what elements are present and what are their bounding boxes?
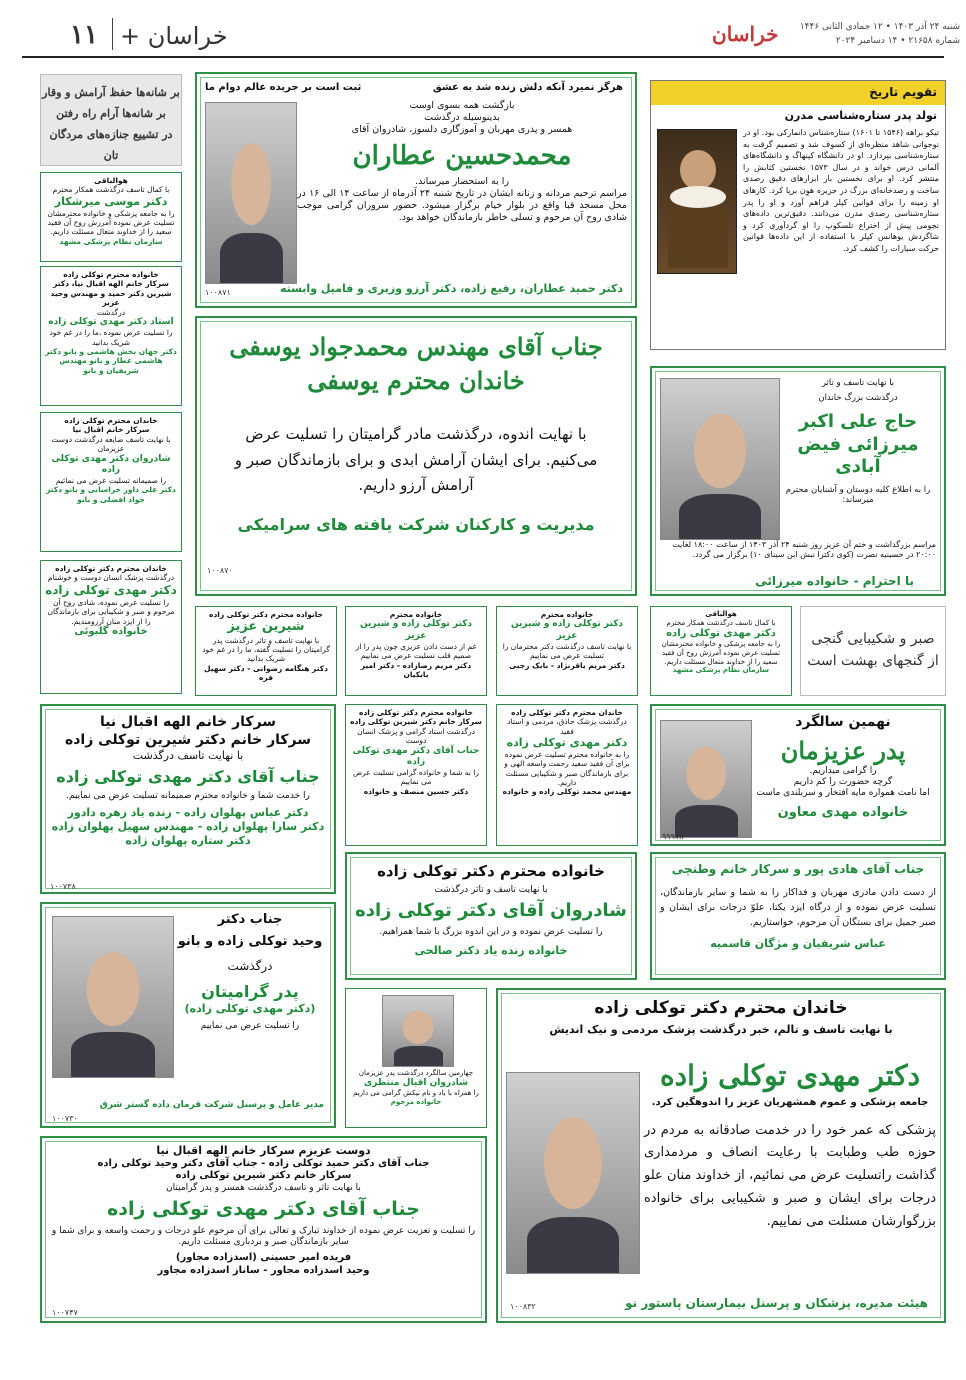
monazzami-name: شادروان اقبال منتظری xyxy=(363,1077,469,1088)
row3-c4-body: را به جامعه پزشکی و خانواده محترمشان تسلیت عرض نموده آمرزش روح آن فقید سعید را از خداوند متعال مسئلت داریم. xyxy=(661,640,781,666)
pasteur-l2: جامعه پزشکی و عموم همشهریان عزیز را اندوهگین کرد. xyxy=(651,1097,929,1108)
mirzaei-name1: حاج علی اکبر xyxy=(798,411,918,433)
yousefi-title2: خاندان محترم یوسفی xyxy=(307,366,525,395)
patience-line1: صبر و شکیبایی گنجی xyxy=(811,631,935,647)
notice-hadi xyxy=(650,852,946,980)
moaven-l1: را گرامی میداریم. xyxy=(809,765,877,776)
portrait-image xyxy=(657,129,737,274)
patience-poem xyxy=(800,606,946,696)
notice-mirshekar xyxy=(40,172,182,262)
page-number: ۱۱ xyxy=(70,20,98,50)
family3-head: خاندان محترم دکتر توکلی زاده xyxy=(55,564,167,573)
mid1-sig: دکتر حسین منصف و خانواده xyxy=(363,786,469,796)
notice-row3-c2 xyxy=(345,606,487,696)
row3-c2-body: غم از دست دادن عزیزی چون پدر را از صمیم قلب تسلیت عرض می نماییم xyxy=(355,641,477,661)
row3-c4-sig: سازمان نظام پزشکی مشهد xyxy=(672,666,770,675)
atteran-signature: دکتر حمید عطاران، رفیع زاده، دکتر آرزو وزیری و فامیل وابسته xyxy=(279,282,623,295)
notice-family1 xyxy=(40,266,182,406)
atteran-quote-right: هرگز نمیرد آنکه دلش زنده شد به عشق xyxy=(432,82,623,93)
friend-sig1: فریده امیر حسینی (اسدزاده مجاور) xyxy=(175,1252,352,1264)
pasteur-photo xyxy=(506,1072,640,1274)
family3-name: دکتر مهدی توکلی زاده xyxy=(45,582,177,597)
friend-code: ۱۰۰۷۴۷ xyxy=(52,1308,78,1317)
family2-l1: سرکار خانم اقبال نیا xyxy=(72,425,150,435)
notice-mid2 xyxy=(496,704,638,846)
yousefi-signature: مدیریت و کارکنان شرکت یافته های سرامیکی xyxy=(237,514,595,534)
section-title: خراسان + xyxy=(120,22,228,50)
family2-head: خاندان محترم توکلی زاده xyxy=(64,416,158,425)
mirshekar-l1: با کمال تاسف درگذشت همکار محترم xyxy=(52,185,170,195)
pasteur-title: خاندان محترم دکتر توکلی زاده xyxy=(594,998,848,1018)
family-big-title: خانواده محترم دکتر توکلی زاده xyxy=(377,862,605,880)
mirzaei-l3: را به اطلاع کلیه دوستان و آشنایان محترم میرساند: xyxy=(785,484,931,506)
family1-l3: را تسلیت عرض نموده ،ما را در غم خود شریک بدانید xyxy=(49,328,173,347)
notice-pasteur xyxy=(496,988,946,1323)
friend-sig2: وحید اسدزاده مجاور - ساناز اسدزاده مجاور xyxy=(157,1264,370,1276)
vahid-code: ۱۰۰۷۳۰ xyxy=(52,1114,78,1123)
family1-name: استاد دکتر مهدی توکلی زاده xyxy=(48,316,174,327)
friend-l4: با نهایت تاثر و تاسف درگذشت همسر و پدر گرامیتان xyxy=(166,1182,361,1193)
moaven-title: نهمین سالگرد xyxy=(795,714,891,730)
friend-l2: جناب آقای دکتر حمید توکلی زاده - جناب آقای دکتر وحید توکلی زاده xyxy=(97,1157,430,1169)
mirzaei-l4: مراسم بزرگداشت و ختم آن عزیز روز شنبه ۲۴ آذر ۱۴۰۳ از ساعت ۱۸:۰۰ لغایت ۲۰:۰۰ در حسینیه نصرت (کوی دکترا نبش ابن سینای ۱۰) برگزار می گردد. xyxy=(672,540,936,559)
mid1-l3: را به شما و خانواده گرامی تسلیت عرض می نماییم xyxy=(353,768,479,787)
pasteur-l1: با نهایت تاسف و تالم، خبر درگذشت پزشک مردمی و نیک اندیش xyxy=(549,1023,893,1037)
friend-name: جناب آقای دکتر مهدی توکلی زاده xyxy=(107,1198,420,1220)
family-big-sig: خانواده زنده یاد دکتر صالحی xyxy=(414,943,568,957)
vahid-name1: پدر گرامیتان xyxy=(201,981,299,1001)
mirzaei-l1: با نهایت تاسف و تاثر xyxy=(821,378,895,388)
row3-c4-l1: با کمال تاسف درگذشت همکار محترم xyxy=(666,618,776,627)
mid2-l1: درگذشت پزشک حاذق، مردمی و استاد فقید xyxy=(507,717,627,736)
row3-c4-name: دکتر مهدی توکلی زاده xyxy=(666,627,776,639)
family-big-l2: را تسلیت عرض نموده و در این اندوه بزرگ با شما همراهیم. xyxy=(379,926,603,937)
pasteur-sig: هیئت مدیره، پزشکان و پرسنل بیمارستان پاستور نو xyxy=(625,1296,928,1310)
mirshekar-l2: را به جامعه پزشکی و خانواده محترمشان تسلیت عرض نموده آمرزش روح آن فقید سعید را از خداوند متعال مسئلت داریم. xyxy=(47,208,175,237)
notice-vahid xyxy=(40,902,336,1128)
eghbal-sig1: دکتر عباس پهلوان زاده - زنده یاد زهره دادور xyxy=(67,806,309,819)
vahid-photo xyxy=(52,916,174,1078)
mirshekar-name: دکتر موسی میرشکار xyxy=(54,194,168,208)
poem-line1: بر شانه‌ها حفظ آرامش و وقار xyxy=(42,86,180,99)
friend-body: را تسلیت و تعزیت عرض نموده از خداوند تبارک و تعالی برای آن مرحوم علو درجات و رحمت واسعه و برای شما و سایر بازماندگان صبر و بردباری مسئلت داریم. xyxy=(51,1225,476,1247)
history-title: تولد پدر ستاره‌شناسی مدرن xyxy=(784,109,937,122)
pasteur-code: ۱۰۰۸۳۲ xyxy=(510,1302,536,1311)
pasteur-name: دکتر مهدی توکلی زاده xyxy=(659,1059,921,1092)
notice-mirzaei xyxy=(650,366,946,596)
notice-row3-c3 xyxy=(496,606,638,696)
row3-c3-sig: دکتر مریم باقرنژاد - بابک رجبی xyxy=(509,660,625,670)
header-date: شنبه ۲۴ آذر ۱۴۰۳ • ۱۲ جمادی الثانی ۱۴۴۶ xyxy=(799,22,960,32)
poem-line2: بر شانه‌ها آرام راه رفتن xyxy=(56,106,166,120)
family2-l2: با نهایت تاسف ضایعه درگذشت دوست عزیزمان xyxy=(51,434,171,454)
family2-sig: دکتر علی داور خراسانی و بانو دکتر جواد افضلی و بانو xyxy=(46,485,176,504)
patience-line2: از گنجهای بهشت است xyxy=(807,653,939,669)
family-big-name: شادروان آقای دکتر توکلی زاده xyxy=(355,900,627,921)
vahid-sig: مدیر عامل و پرسنل شرکت فرمان داده گستر شرق xyxy=(99,1100,324,1110)
mid1-l1: سرکار خانم دکتر شیرین توکلی زاده xyxy=(350,717,482,727)
mid2-l2: را به خانواده محترم تسلیت عرض نموده برای آن فقید سعید رحمت واسعه الهی و برای بازماندگان صبر و شکیبایی مسئلت داریم. xyxy=(504,749,630,787)
family2-l3: را صمیمانه تسلیت عرض می نمائیم xyxy=(55,476,167,485)
mirshekar-head: هوالباقی xyxy=(94,176,128,185)
poem-box xyxy=(40,74,182,166)
atteran-photo xyxy=(205,102,297,284)
family1-l2: درگذشت xyxy=(96,307,126,317)
row3-c2-name: دکتر توکلی زاده و شیرین عزیز xyxy=(359,619,473,641)
hadi-sig: عباس شریفیان و مژگان قاسمیه xyxy=(710,936,886,950)
vahid-l1: جناب دکتر xyxy=(217,912,283,927)
monazzami-l2: را همراه با یاد و نام نیکش گرامی می داریم xyxy=(353,1089,479,1097)
mid2-head: خاندان محترم دکتر توکلی زاده xyxy=(511,708,623,717)
history-calendar xyxy=(650,80,946,350)
mirzaei-l2: درگذشت بزرگ خاندان xyxy=(818,392,898,403)
friend-l1: دوست عزیزم سرکار خانم الهه اقبال نیا xyxy=(156,1144,371,1157)
eghbal-l2: سرکار خانم دکتر شیرین توکلی زاده xyxy=(64,731,312,748)
moaven-l2: گرچه حضورت را کم داریم xyxy=(793,776,893,787)
header-rule xyxy=(22,56,944,58)
notice-atteran xyxy=(195,72,637,308)
eghbal-name: جناب آقای دکتر مهدی توکلی زاده xyxy=(56,766,320,786)
history-body: تیکو براهه (۱۵۴۶ تا ۱۶۰۱) ستاره‌شناس دانمارکی بود. او در نوجوانی شاهد منظره‌ای از کسوف شد و تصمیم گرفت به ستاره‌شناسی بپردازد. او در دانشگاه کپنهاگ و دانشگاه‌های آلمانی درس خواند و در سال ۱۵۷۳ نخستین کتابش را منتشر کرد. او برای نخستین بار ابزار‌های دقیق رصدی ساخت و رصدخانه‌ای بزرگ در جزیره هوِن برپا کرد. کارهای او زمینه را برای قوانین کپلر فراهم آورد و او را پدر ستاره‌شناسی رصدی مدرن می‌دانند. دقیق‌ترین داده‌های نجومی پیش از اختراع تلسکوپ را او گردآوری کرد و شاگردش یوهانس کپلر با استفاده از این داده‌ها قوانین حرکت سیارات را کشف کرد. xyxy=(743,128,940,253)
atteran-l4: را به استحضار میرساند. xyxy=(414,176,510,188)
header-divider xyxy=(112,18,113,50)
atteran-l2: بدینوسیله درگذشت xyxy=(424,111,500,123)
row3-c2-sig: دکتر مریم رضازاده - دکتر امیر بابکیان xyxy=(360,660,472,679)
row3-c1-sig: دکتر هنگامه رضوانی - دکتر سهیل فره xyxy=(204,663,328,683)
moaven-name: پدر عزیزمان xyxy=(780,735,906,765)
mid2-sig: مهندس محمد توکلی زاده و خانواده xyxy=(502,787,632,797)
row3-c2-head: خانواده محترم xyxy=(389,610,443,619)
eghbal-l1: سرکار خانم الهه اقبال نیا xyxy=(99,714,277,730)
vahid-name2: (دکتر مهدی توکلی زاده) xyxy=(184,1001,316,1015)
atteran-name: محمدحسین عطاران xyxy=(352,140,572,171)
notice-family2 xyxy=(40,412,182,552)
eghbal-code: ۱۰۰۷۳۸ xyxy=(50,882,76,891)
newspaper-logo: خراسان xyxy=(712,22,779,46)
friend-l3: سرکار خانم دکتر شیرین توکلی زاده xyxy=(175,1170,352,1182)
eghbal-l4: را خدمت شما و خانواده محترم صمیمانه تسلیت عرض می نماییم. xyxy=(66,790,310,801)
family3-l1: درگذشت پزشک انسان دوست و خوشنام xyxy=(47,573,175,583)
notice-eghbal xyxy=(40,704,336,894)
family2-name: شادروان دکتر مهدی توکلی زاده xyxy=(51,453,171,475)
family3-l2: را تسلیت عرض نموده، شادی روح آن مرحوم و صبر و شکیبایی برای بازماندگان را از ایزد منان آرزومندیم. xyxy=(47,597,175,626)
monazzami-photo xyxy=(382,995,454,1067)
notice-yousefi xyxy=(195,316,637,596)
family1-l1: سرکار خانم الهه اقبال نیا، دکتر شیرین دکتر حمید و مهندس وحید عزیز xyxy=(50,279,172,308)
yousefi-title1: جناب آقای مهندس محمدجواد یوسفی xyxy=(229,332,603,361)
vahid-l3: درگذشت xyxy=(227,958,273,973)
yousefi-body: با نهایت اندوه، درگذشت مادر گرامیتان را تسلیت عرض می‌کنیم. برای ایشان آرامش ابدی و برای بازماندگان صبر و آرامش آرزو داریم. xyxy=(234,425,598,494)
row3-c1-name: شیرین عزیز xyxy=(227,619,305,635)
yousefi-code: ۱۰۰۸۷۰ xyxy=(207,566,233,575)
mirzaei-photo xyxy=(660,378,780,540)
hadi-body: از دست دادن مادری مهربان و فداکار را به شما و سایر بازماندگان، تسلیت عرض نموده و از درگاه ایزد یکتا، علوّ درجات برای ایشان و صبر جمیل برای بستگان آن مرحوم، خواستاریم. xyxy=(660,887,936,929)
atteran-code: ۱۰۰۸۷۱ xyxy=(205,288,231,297)
row3-c3-name: دکتر توکلی زاده و شیرین عزیز xyxy=(510,619,624,641)
monazzami-l1: چهارمین سالگرد درگذشت پدر عزیزمان xyxy=(358,1069,474,1077)
family1-sig: دکتر جهان بخش هاشمی و بانو دکتر هاشمی عطار و بانو مهندس شریفیان و بانو xyxy=(45,346,177,375)
eghbal-sig3: دکتر ستاره پهلوان زاده xyxy=(125,833,251,847)
eghbal-sig2: دکتر سارا پهلوان زاده - مهندس سهیل پهلوان زاده xyxy=(51,819,325,833)
mid1-l2: درگذشت استاد گرامی و پزشک انسان دوست xyxy=(357,726,475,746)
header-issue: شماره ۲۱۶۵۸ • ۱۴ دسامبر ۲۰۲۴ xyxy=(835,36,960,46)
row3-c1-head: خانواده محترم دکتر توکلی زاده xyxy=(209,610,323,619)
hadi-title: جناب آقای هادی پور و سرکار خانم وطنچی xyxy=(671,862,925,876)
notice-monazzami xyxy=(345,988,487,1128)
eghbal-l3: با نهایت تاسف درگذشت xyxy=(132,749,244,762)
row3-c4-head: هوالباقی xyxy=(705,610,737,618)
family-big-l1: با نهایت تاسف و تاثر درگذشت xyxy=(434,884,548,895)
atteran-l1: بازگشت همه بسوی اوست xyxy=(409,100,515,111)
atteran-l3: همسر و پدری مهربان و آموزگاری دلسوز، شادروان آقای xyxy=(351,123,573,135)
moaven-sig: خانواده مهدی معاون xyxy=(777,805,909,821)
notice-friend xyxy=(40,1136,487,1323)
atteran-l5: مراسم ترحیم مردانه و زنانه ایشان در تاریخ شنبه ۲۴ آذرماه از ساعت ۱۴ الی ۱۶ در محل مسجد قبا واقع در بلوار خیام برگزار میشود. حضور سروران گرامی موجب شادی روح آن مرحوم و تسلی خاطر بازماندگان خواهد بود. xyxy=(297,188,628,223)
mirzaei-name2: میرزائی فیض آبادی xyxy=(797,433,919,478)
notice-mid1 xyxy=(345,704,487,846)
mid2-name: دکتر مهدی توکلی زاده xyxy=(506,736,628,750)
moaven-l3: اما نامت همواره مایه افتخار و سربلندی ماست xyxy=(756,788,930,798)
row3-c3-head: خانواده محترم xyxy=(540,610,594,619)
mid1-head: خانواده محترم دکتر توکلی زاده xyxy=(359,708,473,717)
atteran-quote-left: ثبت است بر جریده عالم دوام ما xyxy=(205,82,362,93)
moaven-code: ۹۹۹۷۸ xyxy=(662,832,684,841)
family1-head: خانواده محترم توکلی زاده xyxy=(63,270,159,279)
family3-sig: خانواده گلبوئی xyxy=(74,625,148,637)
mirshekar-sig: سازمان نظام پزشکی مشهد xyxy=(59,236,163,246)
notice-family-big xyxy=(345,852,637,980)
mid1-name: جناب آقای دکتر مهدی توکلی زاده xyxy=(352,745,480,767)
moaven-photo xyxy=(660,720,752,838)
history-tag: تقویم تاریخ xyxy=(651,81,945,105)
notice-row3-c4 xyxy=(650,606,792,696)
row3-c1-body: با نهایت تاسف و تاثر درگذشت پدر گرامیتان را تسلیت گفته، ما را در غم خود شریک بدانید xyxy=(202,635,330,664)
row3-c3-body: با نهایت تاسف درگذشت دکتر محترمان را تسلیت عرض می نماییم xyxy=(502,641,632,661)
notice-row3-c1 xyxy=(195,606,337,696)
notice-family3 xyxy=(40,560,182,694)
vahid-l2: وحید توکلی زاده و بانو xyxy=(177,934,323,950)
notice-moaven xyxy=(650,704,946,846)
vahid-l4: را تسلیت عرض می نماییم xyxy=(200,1021,300,1032)
monazzami-sig: خانواده مرحوم xyxy=(390,1097,442,1106)
poem-line3: در تشییع جنازه‌های مردگان تان xyxy=(49,127,173,162)
page-header xyxy=(0,0,966,62)
mirzaei-signature: با احترام - خانواده میرزائی xyxy=(755,574,914,588)
pasteur-body: پزشکی که عمر خود را در خدمت صادقانه به مردم در حوزه طب وطبابت با رعایت انصاف و مردمداری گذاشت راتسلیت عرض می نمائیم، از خداوند منان علو درجات برای ایشان و صبر و شکیبایی برای خانواده بزرگوارشان مسئلت می نماییم. xyxy=(644,1122,936,1229)
